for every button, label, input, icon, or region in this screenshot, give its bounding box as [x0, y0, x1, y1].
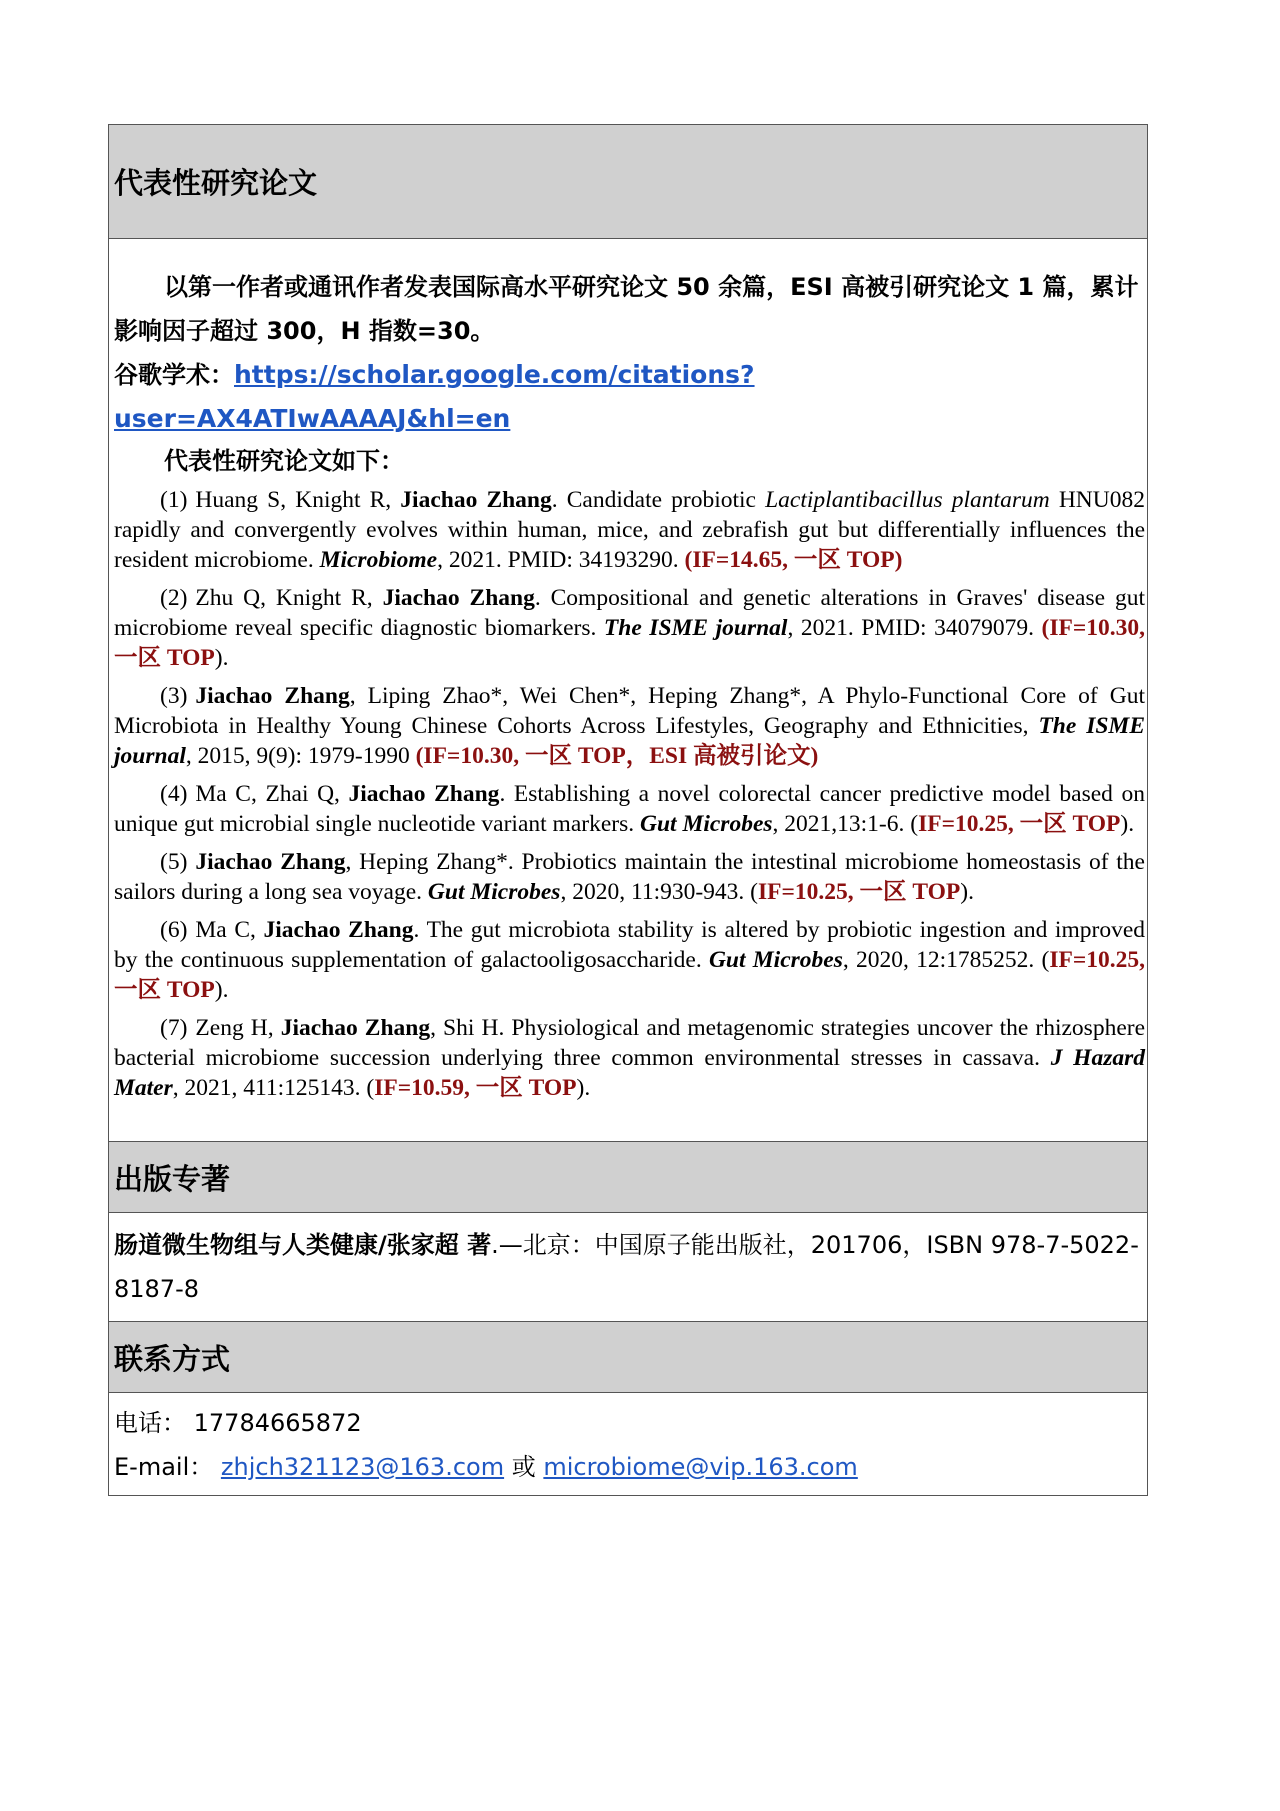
- reference-impact-factor: (IF=10.30, 一区 TOP，ESI 高被引论文): [415, 743, 819, 769]
- reference-number: (5): [160, 849, 188, 875]
- reference-species: Lactiplantibacillus plantarum: [765, 487, 1050, 513]
- email-line: [114, 1445, 1145, 1489]
- scholar-line: [114, 353, 1145, 441]
- reference-title: . Compositional and genetic alterations in Graves' disease gut microbiome reveal specific diagnostic biomarkers.: [114, 585, 1146, 641]
- reference-authors: Zeng H,: [195, 1015, 281, 1041]
- reference-citation: , 2021, 411:125143. (: [172, 1075, 375, 1101]
- reference-citation: , 2015, 9(9): 1979-1990: [185, 743, 416, 769]
- scholar-label: 谷歌学术：: [114, 361, 234, 389]
- reference-number: (1): [160, 487, 188, 513]
- papers-section-body: [109, 239, 1147, 1141]
- reference-journal: Gut Microbes: [427, 879, 561, 905]
- reference-key-author: Jiachao Zhang: [195, 849, 346, 875]
- contact-section-body: [109, 1393, 1147, 1495]
- reference-title: . Establishing a novel colorectal cancer predictive model based on unique gut microbial single nucleotide variant markers.: [114, 781, 1145, 837]
- book-section-title: 出版专著: [114, 1161, 231, 1196]
- scholar-link[interactable]: https://scholar.google.com/citations?user=AX4ATIwAAAAJ&hl=en: [114, 360, 755, 433]
- reference-item: [114, 915, 1145, 1005]
- phone-label: 电话：: [114, 1409, 186, 1437]
- reference-journal: The ISME journal: [603, 615, 788, 641]
- email-or: 或: [511, 1453, 536, 1481]
- reference-list: [114, 485, 1145, 1103]
- reference-number: (2): [160, 585, 188, 611]
- reference-authors: Ma C,: [195, 917, 264, 943]
- reference-authors: Ma C, Zhai Q,: [195, 781, 349, 807]
- reference-number: (4): [160, 781, 188, 807]
- reference-impact-factor: (IF=10.30, 一区 TOP: [114, 615, 1146, 671]
- reference-key-author: Jiachao Zhang: [400, 487, 552, 513]
- reference-end: ).: [214, 977, 229, 1003]
- reference-key-author: Jiachao Zhang: [348, 781, 500, 807]
- reference-impact-factor: IF=10.59, 一区 TOP: [374, 1075, 577, 1101]
- reference-item: [114, 485, 1145, 575]
- book-section-body: [109, 1213, 1147, 1321]
- reference-journal: The ISME journal: [114, 713, 1146, 769]
- reference-journal: Gut Microbes: [640, 811, 773, 837]
- reference-item: [114, 1013, 1145, 1103]
- phone-number: 17784665872: [193, 1409, 362, 1437]
- email-link-secondary[interactable]: microbiome@vip.163.com: [543, 1453, 858, 1481]
- reference-citation: , 2021. PMID: 34079079.: [787, 615, 1042, 641]
- book-details: .—北京：中国原子能出版社，201706，ISBN 978-7-5022-8187-8: [114, 1231, 1139, 1303]
- reference-title: , Shi H. Physiological and metagenomic strategies uncover the rhizosphere bacterial microbiome succession underlying three common environmental stresses in cassava.: [114, 1015, 1146, 1071]
- contact-section-header: [109, 1321, 1147, 1393]
- reference-end: ).: [1120, 811, 1135, 837]
- publication-summary: 以第一作者或通讯作者发表国际高水平研究论文 50 余篇，ESI 高被引研究论文 1 篇，累计影响因子超过 300，H 指数=30。: [114, 273, 1139, 345]
- reference-journal: Microbiome: [319, 547, 438, 573]
- reference-item: [114, 847, 1145, 907]
- reference-impact-factor: IF=10.25, 一区 TOP: [758, 879, 961, 905]
- email-link-primary[interactable]: zhjch321123@163.com: [220, 1453, 505, 1481]
- reference-item: [114, 583, 1145, 673]
- reference-key-author: Jiachao Zhang: [280, 1015, 431, 1041]
- contact-section-title: 联系方式: [114, 1341, 231, 1376]
- reference-end: ).: [576, 1075, 591, 1101]
- reference-number: (6): [160, 917, 188, 943]
- reference-title: , Heping Zhang*. Probiotics maintain the intestinal microbiome homeostasis of the sailors during a long sea voyage.: [114, 849, 1145, 905]
- reference-key-author: Jiachao Zhang: [382, 585, 535, 611]
- reference-item: [114, 779, 1145, 839]
- reference-item: [114, 681, 1145, 771]
- reference-key-author: Jiachao Zhang: [195, 683, 350, 709]
- reference-number: (7): [160, 1015, 188, 1041]
- book-title: 肠道微生物组与人类健康/张家超 著: [114, 1231, 492, 1259]
- reference-citation: , 2020, 11:930-943. (: [560, 879, 759, 905]
- reference-citation: , 2021,13:1-6. (: [772, 811, 919, 837]
- reference-end: ).: [214, 645, 229, 671]
- reference-journal: Gut Microbes: [708, 947, 843, 973]
- reference-authors: Huang S, Knight R,: [195, 487, 401, 513]
- email-label: E-mail：: [114, 1453, 214, 1481]
- book-section-header: [109, 1141, 1147, 1213]
- reference-title: . Candidate probiotic: [551, 487, 766, 513]
- reference-title: , Liping Zhao*, Wei Chen*, Heping Zhang*, A Phylo-Functional Core of Gut Microbiota in Healthy Young Chinese Cohorts Across Lifestyles, Geography and Ethnicities,: [114, 683, 1145, 739]
- reference-authors: Zhu Q, Knight R,: [195, 585, 383, 611]
- papers-section-title: 代表性研究论文: [114, 166, 318, 200]
- papers-section-header: [109, 125, 1147, 239]
- resume-table: [108, 124, 1148, 1496]
- phone-line: [114, 1401, 1145, 1445]
- reference-title: . The gut microbiota stability is altered by probiotic ingestion and improved by the continuous supplementation of galactooligosaccharide.: [114, 917, 1146, 973]
- reference-journal: J Hazard Mater: [114, 1045, 1145, 1101]
- reference-number: (3): [160, 683, 188, 709]
- reference-impact-factor: IF=10.25, 一区 TOP: [918, 811, 1121, 837]
- reference-citation: , 2021. PMID: 34193290.: [437, 547, 685, 573]
- papers-intro: 代表性研究论文如下：: [164, 447, 404, 475]
- reference-end: ).: [960, 879, 974, 905]
- reference-citation: , 2020, 12:1785252. (: [842, 947, 1050, 973]
- reference-title-rest: HNU082 rapidly and convergently evolves within human, mice, and zebrafish gut but differentially influences the resident microbiome.: [114, 487, 1145, 573]
- reference-impact-factor: (IF=14.65, 一区 TOP): [684, 547, 903, 573]
- reference-key-author: Jiachao Zhang: [263, 917, 414, 943]
- reference-impact-factor: IF=10.25, 一区 TOP: [114, 947, 1146, 1003]
